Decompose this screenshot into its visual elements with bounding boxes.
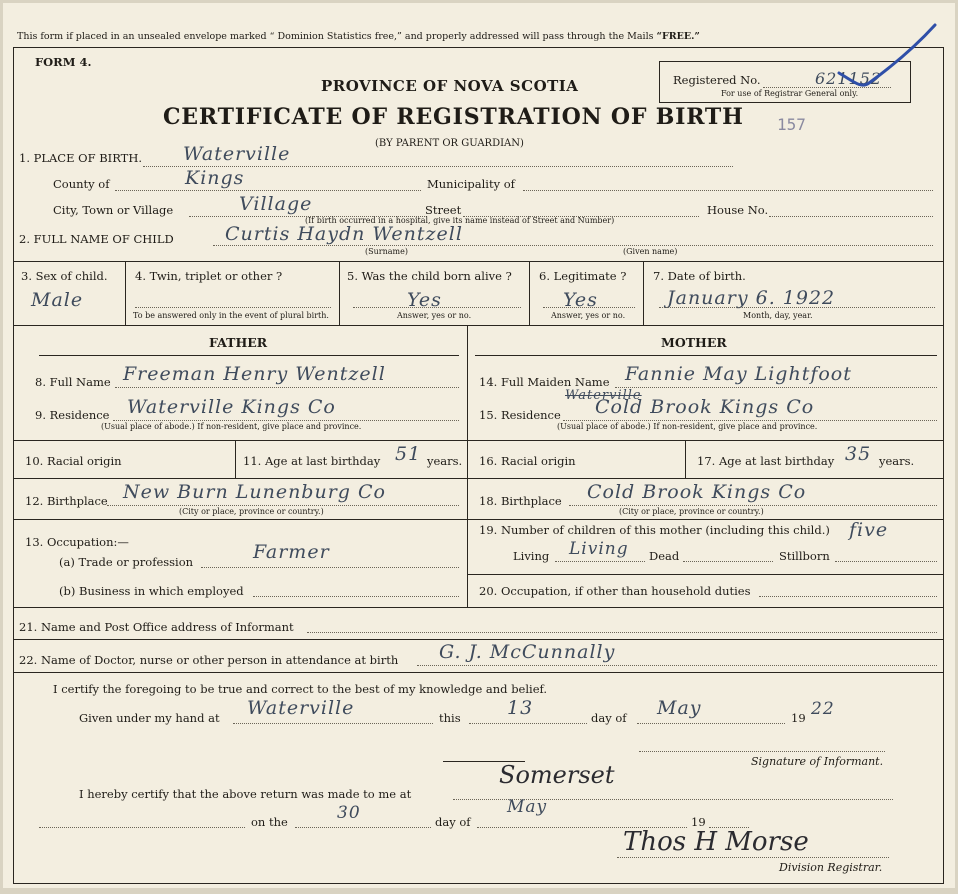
left-border	[13, 47, 14, 883]
given-name-note: (Given name)	[623, 247, 678, 256]
year-prefix-label: 19	[791, 711, 806, 725]
mother-name-label: 14. Full Maiden Name	[479, 375, 610, 389]
registered-number: 621152	[815, 69, 883, 88]
on-the-label: on the	[251, 815, 288, 829]
registration-day-value: 30	[337, 803, 361, 823]
check-mark-icon	[831, 21, 941, 91]
page-title: CERTIFICATE OF REGISTRATION OF BIRTH	[163, 104, 744, 130]
birth-date-value: January 6. 1922	[667, 287, 836, 309]
twin-label: 4. Twin, triplet or other ?	[135, 269, 283, 283]
father-years-label: years.	[427, 454, 463, 468]
certify-statement: I certify the foregoing to be true and correct to the best of my knowledge and belief.	[53, 682, 548, 696]
province-heading: PROVINCE OF NOVA SCOTIA	[321, 77, 579, 95]
mother-name-value: Fannie May Lightfoot	[625, 363, 852, 385]
mother-children-label: 19. Number of children of this mother (including this child.)	[479, 523, 830, 537]
registration-year-prefix: 19	[691, 815, 706, 829]
mother-residence-value: Cold Brook Kings Co	[595, 396, 815, 418]
given-year-value: 22	[811, 699, 835, 719]
county-label: County of	[53, 177, 110, 191]
informant-signature-label: Signature of Informant.	[751, 755, 884, 768]
mother-children-value: five	[849, 519, 889, 541]
given-day-value: 13	[507, 697, 534, 719]
house-number-label: House No.	[707, 203, 769, 217]
stamp-number: 157	[777, 115, 806, 134]
father-name-value: Freeman Henry Wentzell	[123, 363, 386, 385]
stillborn-label: Stillborn	[779, 549, 830, 563]
registered-label: Registered No.	[673, 73, 761, 87]
registration-month-value: May	[507, 797, 548, 817]
father-birthplace-note: (City or place, province or country.)	[179, 507, 324, 516]
mother-residence-label: 15. Residence	[479, 408, 561, 422]
parents-divider	[467, 325, 468, 607]
legitimate-note: Answer, yes or no.	[551, 311, 626, 320]
hospital-note: (If birth occurred in a hospital, give its name instead of Street and Number)	[305, 216, 615, 225]
living-value: Living	[569, 539, 629, 559]
mother-age-label: 17. Age at last birthday	[697, 454, 835, 468]
sex-value: Male	[31, 289, 84, 311]
born-alive-label: 5. Was the child born alive ?	[347, 269, 512, 283]
father-business-label: (b) Business in which employed	[59, 584, 244, 598]
given-month-value: May	[657, 697, 702, 719]
father-age-label: 11. Age at last birthday	[243, 454, 381, 468]
father-residence-note: (Usual place of abode.) If non-resident, give place and province.	[101, 422, 362, 431]
given-under-label: Given under my hand at	[79, 711, 220, 725]
sex-label: 3. Sex of child.	[21, 269, 108, 283]
place-of-birth-value: Waterville	[183, 143, 291, 165]
mother-age-value: 35	[845, 443, 872, 465]
place-of-birth-label: 1. PLACE OF BIRTH.	[19, 151, 143, 165]
city-town-village-label: City, Town or Village	[53, 203, 174, 217]
living-label: Living	[513, 549, 550, 563]
informant-label: 21. Name and Post Office address of Informant	[19, 620, 294, 634]
mother-birthplace-note: (City or place, province or country.)	[619, 507, 764, 516]
birth-date-label: 7. Date of birth.	[653, 269, 746, 283]
page-subtitle: (BY PARENT OR GUARDIAN)	[375, 138, 524, 149]
father-name-label: 8. Full Name	[35, 375, 111, 389]
father-birthplace-label: 12. Birthplace	[25, 494, 108, 508]
mother-racial-label: 16. Racial origin	[479, 454, 576, 468]
doctor-label: 22. Name of Doctor, nurse or other person in attendance at birth	[19, 653, 399, 667]
father-residence-value: Waterville Kings Co	[127, 396, 336, 418]
right-border	[943, 47, 944, 883]
city-town-village-value: Village	[239, 193, 313, 215]
father-birthplace-value: New Burn Lunenburg Co	[123, 481, 386, 503]
municipality-label: Municipality of	[427, 177, 515, 191]
father-trade-label: (a) Trade or profession	[59, 555, 194, 569]
twin-note: To be answered only in the event of plural birth.	[133, 311, 329, 320]
bottom-border	[13, 883, 944, 884]
birth-certificate	[3, 3, 955, 888]
mother-years-label: years.	[879, 454, 915, 468]
return-place-value: Somerset	[499, 761, 615, 789]
father-residence-label: 9. Residence	[35, 408, 110, 422]
father-trade-value: Farmer	[253, 541, 330, 563]
child-name-label: 2. FULL NAME OF CHILD	[19, 232, 174, 246]
legitimate-value: Yes	[563, 289, 598, 311]
registrar-note: For use of Registrar General only.	[721, 89, 859, 98]
father-age-value: 51	[395, 443, 422, 465]
mail-note: This form if placed in an unsealed envelope marked “ Dominion Statistics free,” and properly addressed will pass through the Mails “FREE.”	[17, 31, 700, 42]
header-rule	[13, 47, 943, 48]
legitimate-label: 6. Legitimate ?	[539, 269, 627, 283]
surname-note: (Surname)	[365, 247, 408, 256]
born-alive-note: Answer, yes or no.	[397, 311, 472, 320]
father-racial-label: 10. Racial origin	[25, 454, 122, 468]
mother-birthplace-label: 18. Birthplace	[479, 494, 562, 508]
child-name-value: Curtis Haydn Wentzell	[225, 223, 463, 245]
mother-birthplace-value: Cold Brook Kings Co	[587, 481, 807, 503]
registration-day-of-label: day of	[435, 815, 471, 829]
doctor-value: G. J. McCunnally	[439, 641, 616, 663]
registrar-signature: Thos H Morse	[623, 827, 809, 857]
day-of-label: day of	[591, 711, 627, 725]
this-label: this	[439, 711, 461, 725]
street-label: Street	[425, 203, 462, 217]
division-registrar-label: Division Registrar.	[779, 861, 883, 874]
mother-residence-note: (Usual place of abode.) If non-resident, give place and province.	[557, 422, 818, 431]
mother-occupation-label: 20. Occupation, if other than household duties	[479, 584, 751, 598]
birth-date-note: Month, day, year.	[743, 311, 813, 320]
county-value: Kings	[185, 167, 245, 189]
form-number: FORM 4.	[35, 55, 92, 69]
dead-label: Dead	[649, 549, 680, 563]
father-occupation-label: 13. Occupation:—	[25, 535, 129, 549]
given-place-value: Waterville	[247, 697, 355, 719]
return-label: I hereby certify that the above return was made to me at	[79, 787, 412, 801]
father-heading: FATHER	[209, 335, 268, 350]
mother-residence-struck: Waterville	[565, 388, 642, 403]
mother-heading: MOTHER	[661, 335, 727, 350]
born-alive-value: Yes	[407, 289, 442, 311]
